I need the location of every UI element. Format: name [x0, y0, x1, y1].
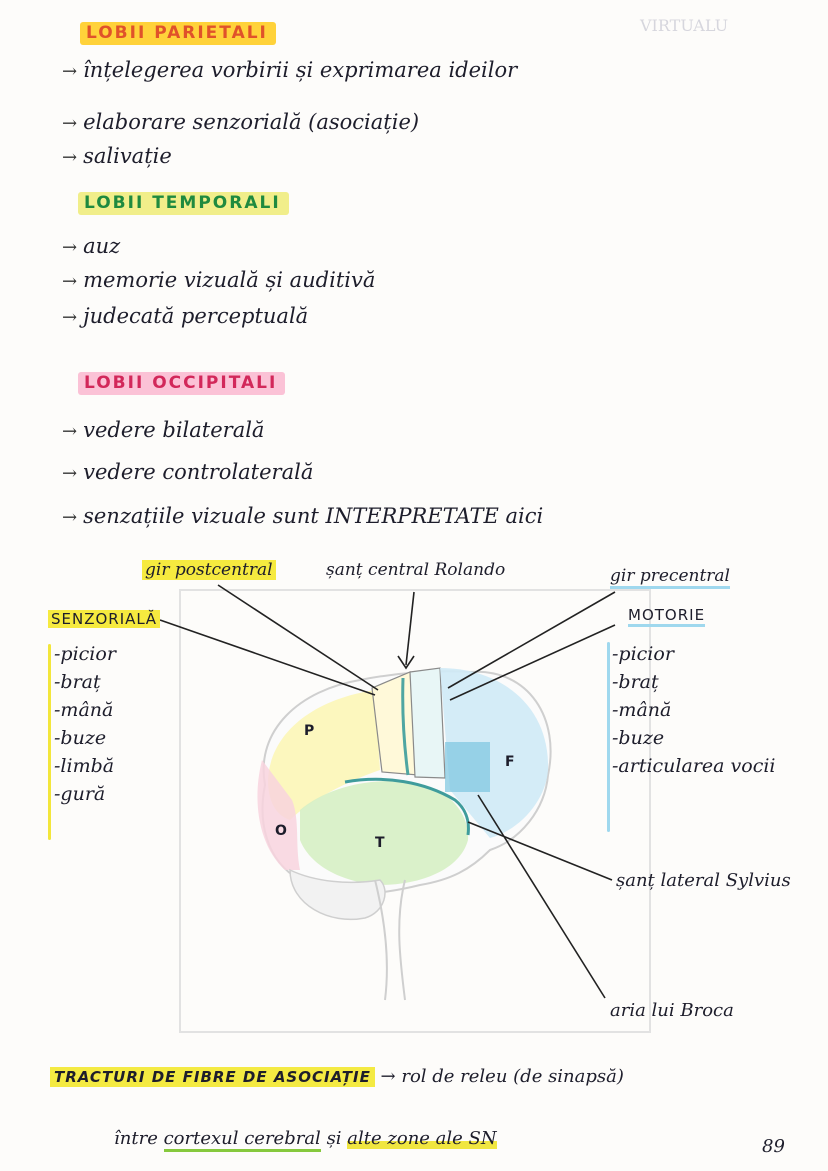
label-central-sulcus: șanț central Rolando	[326, 560, 506, 580]
list-item: -picior	[612, 643, 674, 665]
lobe-letter-f: F	[505, 754, 515, 770]
label-lateral-sulcus: șanț lateral Sylvius	[616, 870, 791, 891]
footer-line-2: între cortexul cerebral și alte zone ale SN	[114, 1128, 497, 1149]
list-item: → auz	[62, 234, 121, 258]
precentral-gyrus	[410, 668, 445, 778]
list-item: → elaborare senzorială (asociație)	[62, 110, 420, 134]
list-item: → salivație	[62, 144, 172, 168]
brainstem	[375, 880, 405, 1000]
list-item: → înțelegerea vorbirii și exprimarea ideilor	[62, 58, 518, 82]
list-item: -braț	[612, 671, 659, 693]
list-item: → memorie vizuală și auditivă	[62, 268, 376, 292]
lobe-letter-t: T	[375, 835, 385, 851]
pointer-motor	[450, 625, 615, 700]
heading-parietal: LOBII PARIETALI	[80, 22, 276, 45]
arrow-icon: →	[62, 271, 78, 292]
label-postcentral: gir postcentral	[142, 560, 276, 580]
list-item: -buze	[612, 727, 665, 749]
list-item: -gură	[54, 783, 106, 805]
list-item: → vedere controlaterală	[62, 460, 314, 484]
arrow-icon: →	[62, 307, 78, 328]
lobe-letter-p: P	[304, 723, 315, 739]
label-sensory: SENZORIALĂ	[48, 610, 160, 628]
arrow-icon: →	[62, 463, 78, 484]
label-broca: aria lui Broca	[610, 1000, 734, 1021]
list-item: -mână	[54, 699, 114, 721]
pointer-precentral	[448, 592, 615, 688]
footer-line-1: TRACTURI DE FIBRE DE ASOCIAȚIE → rol de releu (de sinapsă)	[50, 1066, 624, 1087]
heading-temporal: LOBII TEMPORALI	[78, 192, 289, 215]
bleed-through-text: VIRTUALU	[640, 16, 729, 35]
arrow-icon: →	[62, 237, 78, 258]
broca-area	[445, 742, 490, 792]
footer-underlined-phrase: alte zone ale SN	[347, 1128, 497, 1149]
pointer-central	[406, 592, 414, 665]
list-item: → senzațiile vizuale sunt INTERPRETATE aici	[62, 504, 544, 528]
sensory-bracket	[48, 644, 51, 840]
pointer-postcentral	[218, 585, 378, 690]
lobe-letter-o: O	[275, 823, 287, 839]
heading-occipital: LOBII OCCIPITALI	[78, 372, 285, 395]
list-item: -mână	[612, 699, 672, 721]
page-number: 89	[762, 1136, 785, 1157]
label-motor: MOTORIE	[628, 606, 705, 627]
label-precentral: gir precentral	[610, 566, 730, 589]
motor-list	[612, 640, 776, 780]
pointer-broca	[478, 795, 605, 998]
arrow-icon: →	[62, 61, 78, 82]
arrow-icon: →	[62, 147, 78, 168]
list-item: -limbă	[54, 755, 115, 777]
footer-underlined-phrase: cortexul cerebral	[164, 1128, 321, 1152]
list-item: -buze	[54, 727, 107, 749]
arrow-icon: →	[62, 113, 78, 134]
list-item: -picior	[54, 643, 116, 665]
list-item: → judecată perceptuală	[62, 304, 309, 328]
list-item: → vedere bilaterală	[62, 418, 265, 442]
arrow-icon: →	[62, 421, 78, 442]
list-item: -articularea vocii	[612, 755, 776, 777]
sensory-list	[54, 640, 116, 808]
footer-heading: TRACTURI DE FIBRE DE ASOCIAȚIE	[50, 1067, 375, 1087]
arrow-icon: →	[62, 507, 78, 528]
list-item: -braț	[54, 671, 101, 693]
pointer-sensory	[160, 620, 375, 695]
motor-bracket	[607, 642, 610, 832]
